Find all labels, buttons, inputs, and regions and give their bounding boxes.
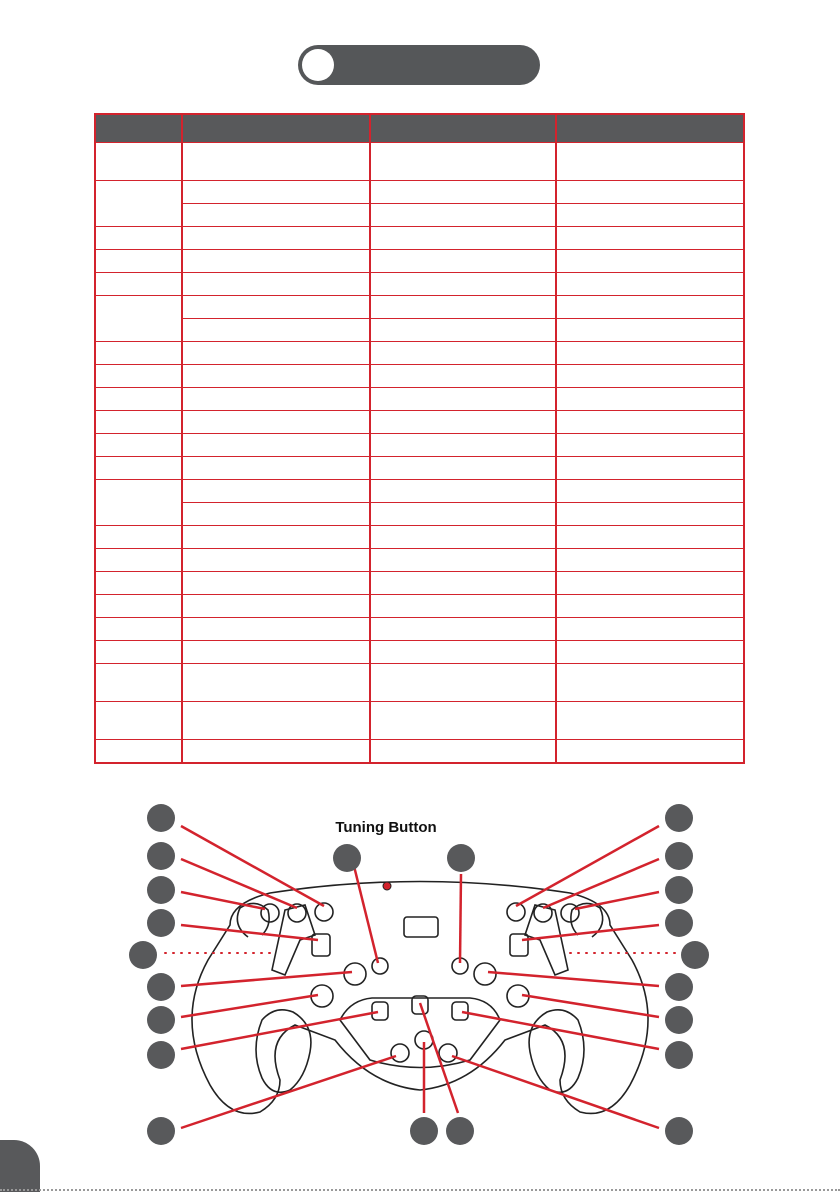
- table-cell: [556, 641, 744, 664]
- table-row: [95, 273, 744, 296]
- table-cell: [182, 204, 370, 227]
- table-cell: [182, 526, 370, 549]
- callout-circle: [665, 973, 693, 1001]
- table-cell: [556, 457, 744, 480]
- callout-circle: [681, 941, 709, 969]
- table-cell: [182, 740, 370, 763]
- table-row: [95, 457, 744, 480]
- table-cell: [95, 702, 182, 740]
- table-cell: [182, 342, 370, 365]
- table-cell: [556, 365, 744, 388]
- table-cell: [370, 181, 556, 204]
- table-cell: [95, 296, 182, 342]
- table-cell: [370, 365, 556, 388]
- table-cell: [95, 457, 182, 480]
- table-cell: [182, 411, 370, 434]
- table-cell: [182, 388, 370, 411]
- table-cell: [556, 480, 744, 503]
- table-cell: [95, 480, 182, 526]
- table-cell: [370, 296, 556, 319]
- table-cell: [182, 319, 370, 342]
- table-cell: [370, 319, 556, 342]
- table-cell: [370, 480, 556, 503]
- table-header-cell: [556, 114, 744, 143]
- table-cell: [182, 273, 370, 296]
- section-header-pill: [298, 45, 540, 85]
- table-cell: [556, 434, 744, 457]
- table-cell: [556, 296, 744, 319]
- table-cell: [370, 549, 556, 572]
- table-row: [95, 618, 744, 641]
- table-cell: [556, 143, 744, 181]
- steering-wheel-diagram: [0, 790, 840, 1192]
- callout-circle: [665, 804, 693, 832]
- section-number-badge: [302, 49, 334, 81]
- table-cell: [370, 641, 556, 664]
- callout-circle: [665, 842, 693, 870]
- table-row: [95, 664, 744, 702]
- callout-circle: [665, 876, 693, 904]
- table-row: [95, 526, 744, 549]
- wheel-body: [192, 882, 648, 1114]
- table-row: [95, 250, 744, 273]
- table-row: [95, 181, 744, 204]
- callout-circle: [665, 1117, 693, 1145]
- table-cell: [370, 664, 556, 702]
- table-cell: [370, 204, 556, 227]
- table-cell: [556, 250, 744, 273]
- table-header-cell: [370, 114, 556, 143]
- callout-circle: [147, 1041, 175, 1069]
- callout-circle: [410, 1117, 438, 1145]
- table-row: [95, 204, 744, 227]
- table-cell: [370, 342, 556, 365]
- table-cell: [556, 181, 744, 204]
- table-cell: [95, 342, 182, 365]
- table-cell: [95, 572, 182, 595]
- callout-circle: [147, 909, 175, 937]
- table-cell: [182, 227, 370, 250]
- table-cell: [95, 434, 182, 457]
- table-row: [95, 411, 744, 434]
- table-row: [95, 388, 744, 411]
- callout-circle: [147, 804, 175, 832]
- table-cell: [370, 526, 556, 549]
- table-cell: [95, 388, 182, 411]
- table-cell: [556, 526, 744, 549]
- callout-circle: [447, 844, 475, 872]
- table-cell: [370, 572, 556, 595]
- callout-circle: [665, 909, 693, 937]
- table-cell: [370, 702, 556, 740]
- page-bottom-rule: [0, 1189, 840, 1191]
- table-row: [95, 143, 744, 181]
- table-cell: [95, 273, 182, 296]
- table-row: [95, 503, 744, 526]
- table-header-cell: [95, 114, 182, 143]
- table-cell: [95, 526, 182, 549]
- table-cell: [95, 250, 182, 273]
- table-cell: [182, 365, 370, 388]
- table-row: [95, 572, 744, 595]
- table-cell: [556, 572, 744, 595]
- button-mapping-table: [94, 113, 745, 764]
- callout-circle: [147, 876, 175, 904]
- table-cell: [182, 618, 370, 641]
- table-cell: [95, 618, 182, 641]
- table-row: [95, 702, 744, 740]
- table-cell: [182, 480, 370, 503]
- table-row: [95, 342, 744, 365]
- table-cell: [370, 595, 556, 618]
- table-cell: [370, 618, 556, 641]
- callout-circle: [333, 844, 361, 872]
- table-cell: [556, 503, 744, 526]
- table-row: [95, 549, 744, 572]
- table-cell: [556, 618, 744, 641]
- table-cell: [182, 296, 370, 319]
- table-cell: [95, 227, 182, 250]
- table-cell: [556, 664, 744, 702]
- table-cell: [556, 595, 744, 618]
- callout-lines: [181, 826, 659, 1128]
- table-cell: [182, 549, 370, 572]
- tuning-button-dot: [383, 882, 391, 890]
- table-row: [95, 227, 744, 250]
- table-row: [95, 365, 744, 388]
- table-row: [95, 480, 744, 503]
- callout-circle: [147, 842, 175, 870]
- table-cell: [370, 273, 556, 296]
- table-cell: [556, 388, 744, 411]
- table-cell: [182, 434, 370, 457]
- table-cell: [182, 457, 370, 480]
- callout-circle: [665, 1041, 693, 1069]
- table-cell: [95, 365, 182, 388]
- table-cell: [370, 227, 556, 250]
- table-cell: [556, 740, 744, 763]
- table-cell: [556, 204, 744, 227]
- table-cell: [95, 549, 182, 572]
- callout-circle: [147, 973, 175, 1001]
- callout-circle: [129, 941, 157, 969]
- tuning-button-label: Tuning Button: [335, 819, 437, 836]
- table-cell: [182, 572, 370, 595]
- table-cell: [556, 411, 744, 434]
- table-row: [95, 595, 744, 618]
- table-cell: [182, 641, 370, 664]
- callout-circle: [446, 1117, 474, 1145]
- table-cell: [95, 740, 182, 763]
- table-cell: [95, 641, 182, 664]
- table-cell: [370, 457, 556, 480]
- table-cell: [556, 227, 744, 250]
- table-cell: [370, 388, 556, 411]
- table-cell: [370, 503, 556, 526]
- table-cell: [182, 595, 370, 618]
- table-row: [95, 641, 744, 664]
- table-row: [95, 434, 744, 457]
- callout-circle: [147, 1117, 175, 1145]
- table-cell: [95, 595, 182, 618]
- callout-circle: [147, 1006, 175, 1034]
- table-header-cell: [182, 114, 370, 143]
- table-header-row: [95, 114, 744, 143]
- table-cell: [370, 434, 556, 457]
- table-row: [95, 740, 744, 763]
- table-cell: [95, 181, 182, 227]
- table-cell: [182, 503, 370, 526]
- table-cell: [182, 143, 370, 181]
- table-cell: [95, 664, 182, 702]
- table-cell: [182, 250, 370, 273]
- table-cell: [556, 342, 744, 365]
- table-cell: [370, 411, 556, 434]
- callout-circle: [665, 1006, 693, 1034]
- table-cell: [182, 181, 370, 204]
- table-row: [95, 296, 744, 319]
- table-cell: [556, 702, 744, 740]
- table-cell: [556, 549, 744, 572]
- table-cell: [182, 702, 370, 740]
- table-cell: [182, 664, 370, 702]
- table-cell: [556, 273, 744, 296]
- table-cell: [95, 411, 182, 434]
- table-cell: [95, 143, 182, 181]
- table-cell: [556, 319, 744, 342]
- table-row: [95, 319, 744, 342]
- table-cell: [370, 250, 556, 273]
- table-cell: [370, 740, 556, 763]
- table-cell: [370, 143, 556, 181]
